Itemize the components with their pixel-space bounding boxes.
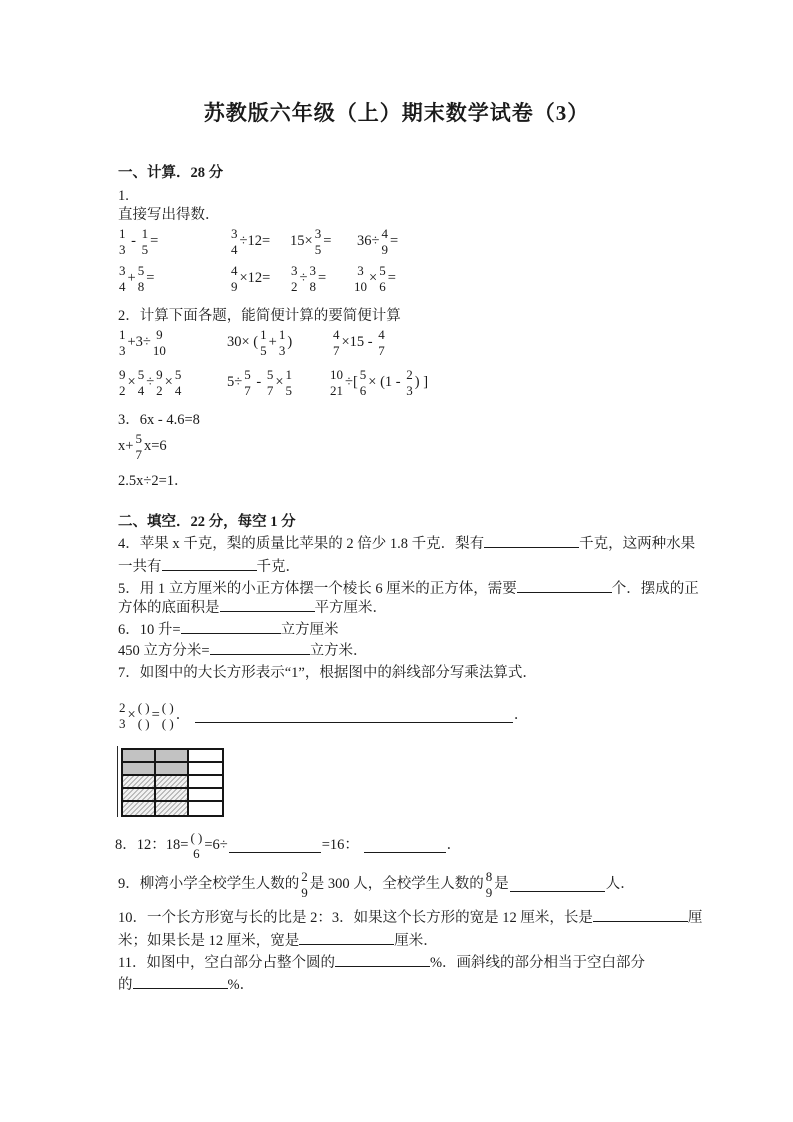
expr-text: ÷[	[345, 373, 358, 390]
expr-text: × (1 -	[368, 373, 405, 390]
expr-text: 人．	[605, 875, 635, 892]
grid-cell-white	[189, 802, 222, 815]
fraction: 4 7	[378, 327, 385, 358]
fraction-grid	[121, 748, 224, 817]
expr-text: 千克，这两种水果	[579, 536, 696, 552]
fraction: 8 9	[485, 869, 493, 900]
expr-text: =	[317, 269, 327, 286]
q8-line	[115, 830, 461, 861]
fraction: 4 7	[333, 327, 340, 358]
expr-text: =	[146, 269, 155, 286]
grid-cell-solid	[156, 750, 189, 763]
expr-text: ×	[127, 373, 136, 390]
expr-text: =6÷	[204, 836, 228, 853]
fraction: 3 4	[119, 263, 126, 294]
q5-line-1	[118, 579, 699, 599]
expr-text: 36÷	[357, 232, 380, 249]
answer-blank	[133, 975, 228, 989]
expr-text: ×15 -	[341, 333, 377, 350]
section-2-heading: 二、填空．22 分，每空 1 分	[118, 514, 296, 530]
fraction: 5 6	[359, 367, 367, 398]
grid-cell-white	[189, 776, 222, 789]
fraction: 5 6	[379, 263, 386, 294]
answer-blank	[162, 557, 257, 571]
expr-text: %．	[227, 977, 255, 993]
q1-expression-8	[353, 263, 396, 294]
fraction: 1 3	[119, 327, 126, 358]
expr-text: 4．苹果 x 千克，梨的质量比苹果的 2 倍少 1.8 千克．梨有	[118, 536, 485, 552]
expr-text: ．	[446, 836, 462, 853]
expr-text: 平方厘米．	[314, 600, 387, 616]
fraction: 9 2	[119, 367, 126, 398]
expr-text: 11．如图中，空白部分占整个圆的	[118, 955, 335, 971]
grid-cell-hatched	[156, 776, 189, 789]
answer-blank	[195, 709, 513, 723]
fraction: 5 8	[137, 263, 145, 294]
expr-text: ×	[369, 269, 378, 286]
fraction: 1 5	[285, 367, 292, 398]
q1-number: 1.	[118, 188, 129, 204]
expr-text: 立方米．	[309, 643, 368, 659]
grid-cell-hatched	[123, 802, 156, 815]
expr-text: =	[323, 232, 332, 249]
expr-text: 9．柳湾小学全校学生人数的	[118, 875, 300, 892]
q7-equation	[118, 700, 528, 731]
grid-cell-hatched	[156, 789, 189, 802]
expr-text: +3÷	[127, 333, 151, 350]
expr-text: 是	[494, 875, 509, 892]
q1-expression-6	[230, 263, 270, 294]
fraction: 4 9	[381, 226, 388, 257]
fraction: 1 5	[260, 327, 267, 358]
q1-expression-5	[118, 263, 154, 294]
q1-expression-4	[357, 226, 398, 257]
q10-line-2	[118, 931, 438, 951]
q4-line-1	[118, 534, 695, 554]
expr-text: 5．用 1 立方厘米的小正方体摆一个棱长 6 厘米的正方体，需要	[118, 581, 517, 597]
answer-blank	[484, 534, 579, 548]
expr-text: +	[127, 269, 136, 286]
expr-text: 厘米．	[394, 933, 438, 949]
expr-text: =	[389, 232, 399, 249]
q2-expression-3	[332, 327, 386, 358]
q2-expression-6	[329, 367, 428, 398]
expr-text: 5÷	[227, 373, 243, 390]
q6-line-2	[118, 641, 368, 661]
expr-text: )	[287, 333, 293, 350]
expr-text: 10．一个长方形宽与长的比是 2：3．如果这个长方形的宽是 12 厘米，长是	[118, 910, 593, 926]
q2-expression-2	[227, 327, 292, 358]
fraction: ( ) 6	[190, 830, 203, 861]
fraction: 2 3	[119, 700, 126, 731]
expr-text: x=6	[143, 437, 167, 454]
expr-text: 方体的底面积是	[118, 600, 220, 616]
grid-cell-solid	[123, 750, 156, 763]
fraction: 3 10	[354, 263, 367, 294]
q2-prompt: 2．计算下面各题，能简便计算的要简便计算	[118, 308, 401, 324]
answer-blank	[299, 931, 394, 945]
q1-prompt: 直接写出得数．	[118, 207, 220, 223]
expr-text: x+	[118, 437, 134, 454]
grid-left-rule	[117, 746, 118, 817]
expr-text: 的	[118, 977, 133, 993]
q1-expression-1	[118, 226, 158, 257]
exam-title: 苏教版六年级（上）期末数学试卷（3）	[203, 101, 590, 125]
q11-line-2	[118, 975, 254, 995]
answer-blank	[517, 579, 612, 593]
q9-line	[118, 869, 635, 900]
expr-text: 8．12：18=	[115, 836, 189, 853]
fraction: 3 8	[309, 263, 316, 294]
grid-cell-solid	[156, 763, 189, 776]
expr-text: ÷	[146, 373, 155, 390]
expr-text: 6．10 升=	[118, 622, 181, 638]
answer-blank	[593, 908, 688, 922]
q2-expression-5	[227, 367, 293, 398]
expr-text: ÷	[299, 269, 308, 286]
expr-text: 个．摆成的正	[611, 581, 699, 597]
q1-expression-7	[290, 263, 326, 294]
fraction: 3 2	[291, 263, 298, 294]
q3-equation-3: 2.5x÷2=1．	[118, 473, 189, 489]
fraction: 9 10	[152, 327, 166, 358]
grid-cell-hatched	[156, 802, 189, 815]
expr-text: =	[151, 706, 160, 723]
q7-prompt: 7．如图中的大长方形表示“1”，根据图中的斜线部分写乘法算式．	[118, 665, 537, 681]
q3-equation-2	[118, 431, 167, 462]
answer-blank	[220, 598, 315, 612]
grid-cell-white	[189, 763, 222, 776]
fraction: 2 9	[301, 869, 308, 900]
answer-blank	[364, 839, 446, 853]
expr-text: ×	[127, 706, 136, 723]
grid-cell-white	[189, 750, 222, 763]
q4-line-2	[118, 557, 300, 577]
q6-line-1	[118, 620, 339, 640]
fraction: 3 4	[231, 226, 238, 257]
expr-text: 米；如果长是 12 厘米，宽是	[118, 933, 300, 949]
expr-text: 450 立方分米=	[118, 643, 210, 659]
section-1-heading: 一、计算．28 分	[118, 165, 224, 181]
expr-text: ) ]	[414, 373, 429, 390]
grid-cell-solid	[123, 763, 156, 776]
grid-cell-white	[189, 789, 222, 802]
fraction: 3 5	[314, 226, 322, 257]
expr-text: ÷12=	[239, 232, 271, 249]
answer-blank	[210, 641, 310, 655]
q1-expression-3	[290, 226, 331, 257]
expr-text: 是 300 人，全校学生人数的	[309, 875, 484, 892]
expr-text: =16：	[321, 836, 363, 853]
expr-text: 千克．	[256, 559, 300, 575]
expr-text: 厘	[687, 910, 703, 926]
fraction: 2 3	[406, 367, 413, 398]
fraction: 5 7	[244, 367, 251, 398]
expr-text: +	[268, 333, 277, 350]
fraction: 9 2	[156, 367, 163, 398]
q3-equation-1: 3．6x - 4.6=8	[118, 412, 200, 428]
fraction: 4 9	[231, 263, 238, 294]
fraction: 5 7	[135, 431, 142, 462]
fraction: 1 3	[278, 327, 286, 358]
q5-line-2	[118, 598, 387, 618]
expr-text: -	[127, 232, 140, 249]
expr-text: ×12=	[239, 269, 271, 286]
q10-line-1	[118, 908, 702, 928]
expr-text: 立方厘米	[280, 622, 339, 638]
answer-blank	[335, 953, 430, 967]
expr-text: ．	[175, 706, 194, 723]
fraction: ( ) ( )	[137, 700, 150, 731]
expr-text: 一共有	[118, 559, 162, 575]
expr-text: =	[387, 269, 396, 286]
q11-line-1	[118, 953, 645, 973]
fraction: 1 5	[141, 226, 149, 257]
grid-cell-hatched	[123, 789, 156, 802]
answer-blank	[229, 839, 321, 853]
expr-text: %．画斜线的部分相当于空白部分	[429, 955, 646, 971]
q1-expression-2	[230, 226, 270, 257]
fraction: 1 3	[119, 226, 126, 257]
q2-expression-4	[118, 367, 182, 398]
grid-cell-hatched	[123, 776, 156, 789]
expr-text: =	[150, 232, 159, 249]
fraction: 10 21	[330, 367, 343, 398]
answer-blank	[510, 878, 605, 892]
expr-text: ×	[275, 373, 284, 390]
fraction: 5 4	[174, 367, 182, 398]
answer-blank	[181, 620, 281, 634]
expr-text: 30× (	[227, 333, 259, 350]
fraction: ( ) ( )	[161, 700, 174, 731]
q2-expression-1	[118, 327, 167, 358]
expr-text: ．	[513, 706, 529, 723]
expr-text: -	[252, 373, 265, 390]
fraction: 5 4	[137, 367, 145, 398]
expr-text: 15×	[290, 232, 313, 249]
expr-text: ×	[164, 373, 173, 390]
fraction: 5 7	[266, 367, 274, 398]
